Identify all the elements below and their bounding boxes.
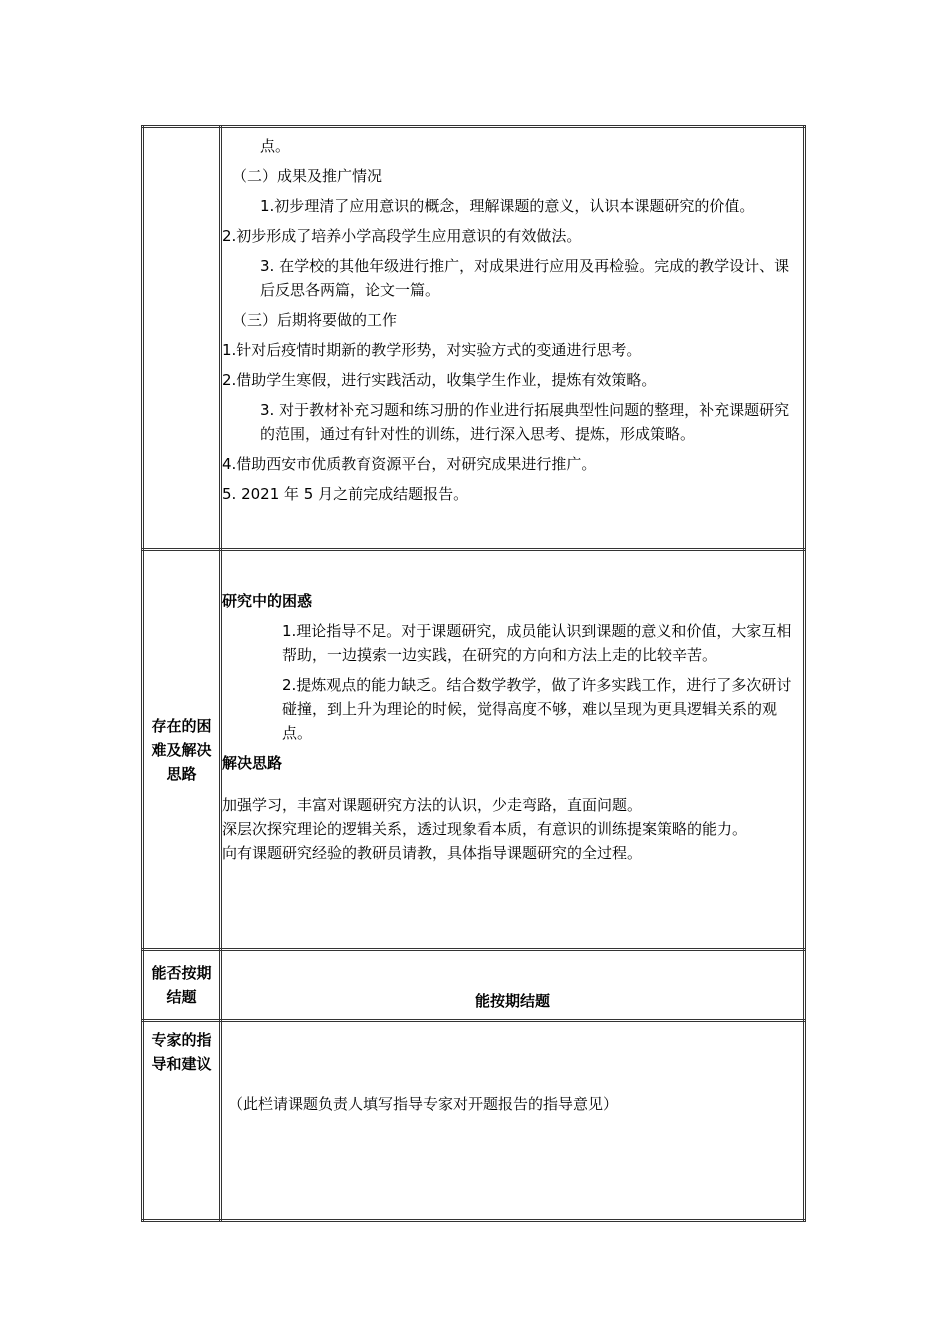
future-item-1: 1.针对后疫情时期新的教学形势，对实验方式的变通进行思考。	[222, 341, 642, 359]
future-item-2: 2.借助学生寒假，进行实践活动，收集学生作业，提炼有效策略。	[222, 371, 657, 389]
solution-item-2: 深层次探究理论的逻辑关系，透过现象看本质，有意识的训练提案策略的能力。	[222, 820, 748, 838]
result-item-1: 1.初步理清了应用意识的概念，理解课题的意义，认识本课题研究的价值。	[260, 197, 755, 215]
difficulties-label: 存在的困难及解决思路	[151, 716, 212, 783]
completion-row	[143, 950, 805, 1021]
completion-content-cell	[221, 950, 805, 1021]
expert-row	[143, 1021, 805, 1221]
difficulties-label-cell	[143, 550, 221, 950]
expert-instruction: （此栏请课题负责人填写指导专家对开题报告的指导意见）	[228, 1095, 619, 1113]
solution-heading: 解决思路	[222, 754, 283, 772]
report-table	[141, 125, 806, 1222]
expert-label-cell	[143, 1021, 221, 1221]
confusion-item-1: 1.理论指导不足。对于课题研究，成员能认识到课题的意义和价值，大家互相帮助，一边摸索一边实践，在研究的方向和方法上走的比较辛苦。	[282, 622, 792, 664]
difficulties-row	[143, 550, 805, 950]
completion-label-cell	[143, 950, 221, 1021]
confusion-heading: 研究中的困惑	[222, 592, 313, 610]
completion-answer: 能按期结题	[474, 992, 550, 1010]
future-item-5: 5. 2021 年 5 月之前完成结题报告。	[222, 485, 469, 503]
confusion-item-2: 2.提炼观点的能力缺乏。结合数学教学，做了许多实践工作，进行了多次研讨碰撞，到上升为理论的时候，觉得高度不够，难以呈现为更具逻辑关系的观点。	[282, 676, 792, 742]
continued-text: 点。	[260, 137, 291, 155]
section-2-heading: （二）成果及推广情况	[232, 167, 383, 185]
progress-content-cell	[221, 127, 805, 550]
solution-item-1: 加强学习，丰富对课题研究方法的认识，少走弯路，直面问题。	[222, 796, 643, 814]
future-item-4: 4.借助西安市优质教育资源平台，对研究成果进行推广。	[222, 455, 597, 473]
solution-item-3: 向有课题研究经验的教研员请教，具体指导课题研究的全过程。	[222, 844, 643, 862]
expert-label: 专家的指导和建议	[151, 1031, 212, 1073]
progress-label-cell	[143, 127, 221, 550]
future-item-3: 3. 对于教材补充习题和练习册的作业进行拓展典型性问题的整理，补充课题研究的范围，通过有针对性的训练，进行深入思考、提炼，形成策略。	[260, 401, 790, 443]
section-3-heading: （三）后期将要做的工作	[232, 311, 398, 329]
difficulties-content-cell	[221, 550, 805, 950]
result-item-2: 2.初步形成了培养小学高段学生应用意识的有效做法。	[222, 227, 582, 245]
result-item-3: 3. 在学校的其他年级进行推广，对成果进行应用及再检验。完成的教学设计、课后反思各两篇，论文一篇。	[260, 257, 790, 299]
progress-row	[143, 127, 805, 550]
completion-label: 能否按期结题	[151, 964, 212, 1006]
expert-content-cell	[221, 1021, 805, 1221]
